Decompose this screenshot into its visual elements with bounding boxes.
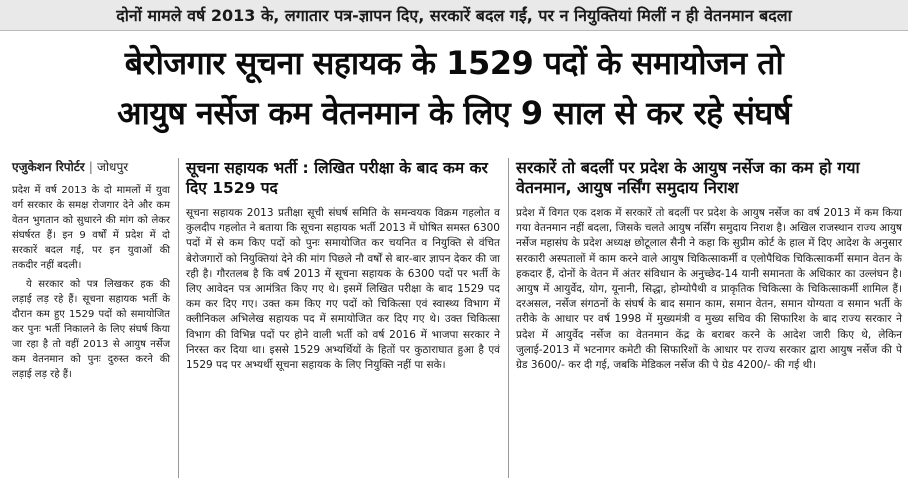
kicker-text: दोनों मामले वर्ष 2013 के, लगातार पत्र-ज्ञापन दिए, सरकारें बदल गईं, पर न नियुक्तियां मिलीं न ही वेतनमान बदला [116,6,792,25]
information-assistant-body [186,206,500,373]
byline-place: जोधपुर [97,160,129,174]
intro-body [12,183,170,382]
column-information-assistant [186,158,500,377]
subhead-information-assistant: सूचना सहायक भर्ती : लिखित परीक्षा के बाद कम कर दिए 1529 पद [186,159,488,197]
column-intro [12,158,170,386]
headline-line-2: आयुष नर्सेज कम वेतनमान के लिए 9 साल से कर रहे संघर्ष [117,94,791,132]
kicker-strip [0,0,908,31]
intro-paragraph-1: प्रदेश में वर्ष 2013 के दो मामलों में युवा वर्ग सरकार के समक्ष रोजगार देने और कम वेतन भुगतान को सुधारने की मांग को लेकर संघर्षरत हैं। इन 9 वर्षों में प्रदेश में दो सरकारें बदल गई, पर इन युवाओं की तकदीर नहीं बदली। [12,185,170,271]
column-divider-1 [178,158,179,478]
byline-reporter: एजुकेशन रिपोर्टर [12,160,85,174]
column-divider-2 [508,158,509,478]
subhead-ayush-nurses: सरकारें तो बदलीं पर प्रदेश के आयुष नर्सेज का कम हो गया वेतनमान, आयुष नर्सिंग समुदाय निराश [516,158,860,197]
byline-separator: | [88,160,94,174]
column-ayush-nurses [516,158,902,377]
main-headline [0,38,908,138]
ayush-nurses-body [516,206,902,373]
headline-line-1: बेरोजगार सूचना सहायक के 1529 पदों के समायोजन तो [124,44,784,82]
information-assistant-paragraph: सूचना सहायक 2013 प्रतीक्षा सूची संघर्ष समिति के समन्वयक विक्रम गहलोत व कुलदीप गहलोत ने बताया कि सूचना सहायक भर्ती 2013 में घोषित समस्त 6300 पदों में से कम किए पदों को पुनः समायोजित कर चयनित व नियुक्ति से वंचित बेरोजगारों को नियुक्तियां देने की मांग पिछले नौ वर्षों से बार-बार ज्ञापन देकर की जा रही है। गौरतलब है कि वर्ष 2013 में सूचना सहायक के 6300 पदों पर भर्ती के लिए आवेदन पत्र आमंत्रित किए गए थे। इसमें लिखित परीक्षा के बाद 1529 पद कम कर दिए गए। उक्त कम किए गए पदों को चिकित्सा एवं स्वास्थ्य विभाग में क्लीनिकल अभिलेख सहायक पद में समायोजित कर दिए गए थे। उक्त चिकित्सा विभाग की विभिन्न पदों पर होने वाली भर्ती को वर्ष 2016 में भाजपा सरकार ने निरस्त कर दिया था। इससे 1529 अभ्यर्थियों के हितों पर कुठाराघात हुआ है एवं 1529 पद पर अभ्यर्थी सूचना सहायक के लिए नियुक्ति नहीं पा सके। [186,207,500,372]
ayush-nurses-paragraph: प्रदेश में विगत एक दशक में सरकारें तो बदलीं पर प्रदेश के आयुष नर्सेज का वर्ष 2013 में कम किया गया वेतनमान नहीं बदला, जिसके चलते आयुष नर्सिंग समुदाय निराश है। अखिल राजस्थान राज्य आयुष नर्सेज महासंघ के प्रदेश अध्यक्ष छोटूलाल सैनी ने कहा कि सुप्रीम कोर्ट के हाल में दिए आदेश के अनुसार सरकारी अस्पतालों में काम करने वाले आयुष चिकित्साकर्मी व एलोपैथिक चिकित्साकर्मी समान वेतन के हकदार हैं, दोनों के वेतन में अंतर संविधान के अनुच्छेद-14 यानी समानता के अधिकार का उल्लंघन है। आयुष में आयुर्वेद, योग, यूनानी, सिद्धा, होम्योपैथी व प्राकृतिक चिकित्सा के चिकित्साकर्मी शामिल हैं। दरअसल, नर्सेज संगठनों के संघर्ष के बाद समान काम, समान वेतन, समान योग्यता व समान भर्ती के तरीके के आधार पर वर्ष 1998 में मुख्यमंत्री व मुख्य सचिव की सिफारिश के बाद राज्य सरकार ने प्रदेश में आयुर्वेद नर्सेज का वेतनमान केंद्र के बराबर करने के आदेश जारी किए थे, लेकिन जुलाई-2013 में भटनागर कमेटी की सिफारिशों के आधार पर राज्य सरकार द्वारा आयुष नर्सेज की पे ग्रेड 3600/- कर दी गई, जबकि मेडिकल नर्सेज की पे ग्रेड 4200/- की गई थी। [516,207,902,372]
intro-paragraph-2: ये सरकार को पत्र लिखकर हक की लड़ाई लड़ रहे हैं। सूचना सहायक भर्ती के दौरान कम हुए 1529 पदों को समायोजित कर पुनः भर्ती निकालने के लिए संघर्ष किया जा रहा है तो वहीं 2013 से आयुष नर्सेज कम वेतनमान को पुनः दुरुस्त करने की लड़ाई लड़ रहे हैं। [12,279,170,380]
byline [12,158,170,175]
